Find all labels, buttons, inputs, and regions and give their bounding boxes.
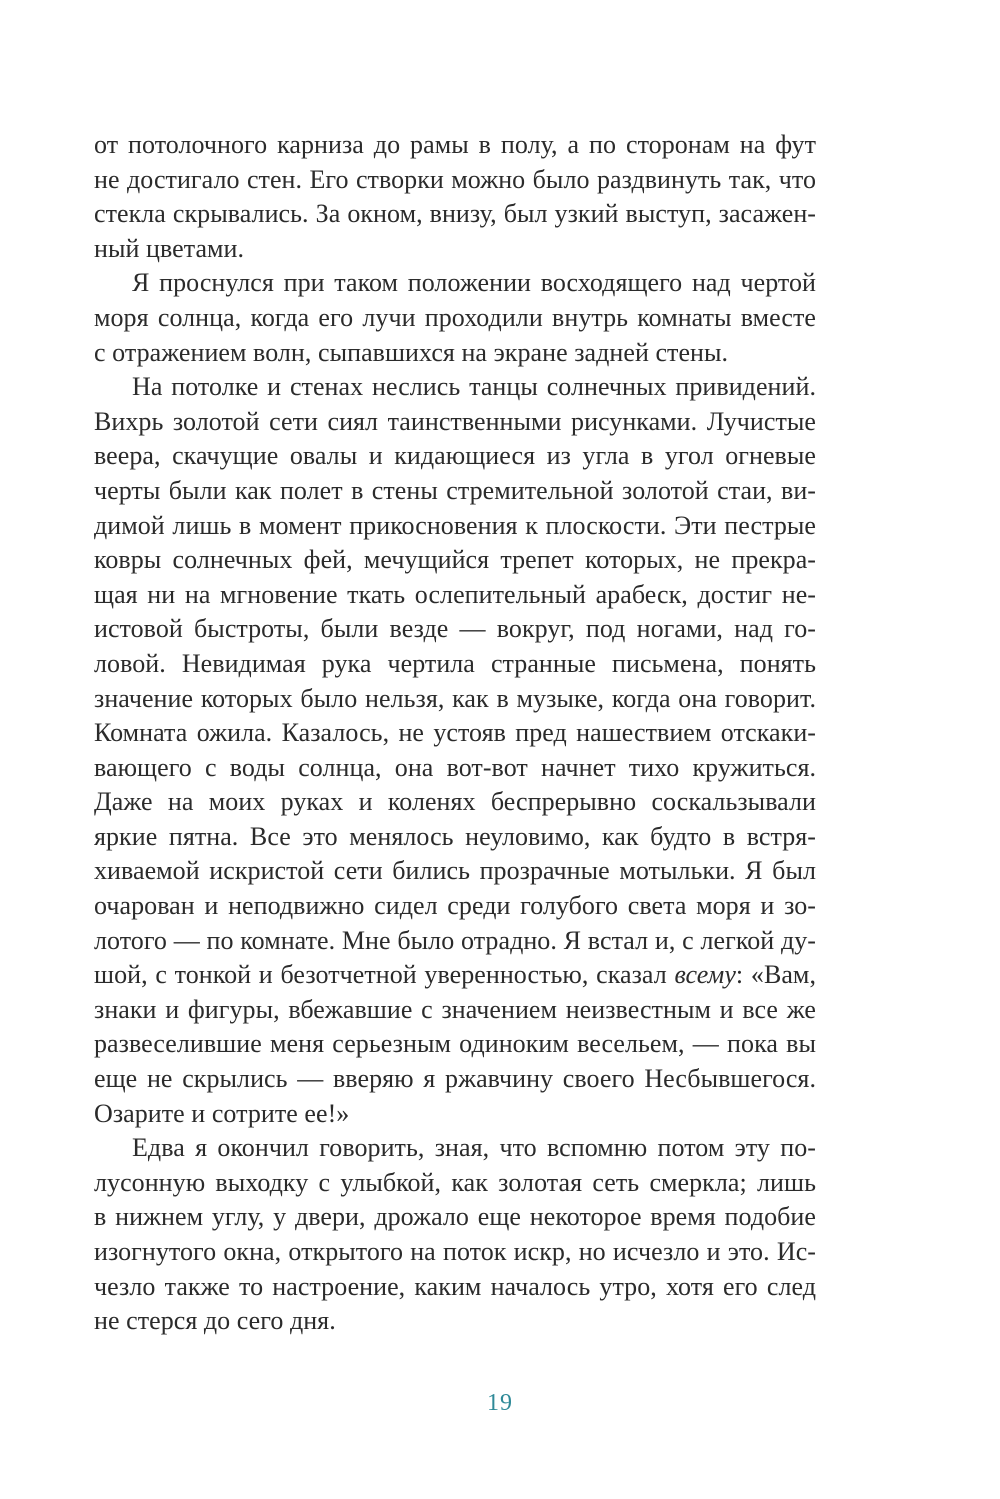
text-line: яркие пятна. Все это менялось неуловимо, как будто в встря- [94,821,816,851]
text-line: стекла скрывались. За окном, внизу, был узкий выступ, засажен- [94,199,816,229]
text-line: лотого — по комнате. Мне было отрадно. Я встал и, с легкой ду- [94,925,816,955]
paragraph [94,370,816,1131]
text-line-with-italic [94,958,816,993]
text-line: На потолке и стенах неслись танцы солнечных привидений. [132,372,816,402]
text-line: ковры солнечных фей, мечущийся трепет которых, не прекра- [94,545,816,575]
text-line: значение которых было нельзя, как в музыке, когда она говорит. [94,683,816,713]
text-line: с отражением волн, сыпавшихся на экране задней стены. [94,337,729,367]
text-fragment: шой, с тонкой и безотчетной уверенностью, сказал [94,960,675,990]
text-line: чезло также то настроение, каким началось утро, хотя его след [94,1271,816,1301]
text-line: Я проснулся при таком положении восходящего над чертой [132,268,816,298]
text-line: не стерся до сего дня. [94,1306,336,1336]
paragraph [94,128,816,266]
text-line: в нижнем углу, у двери, дрожало еще некоторое время подобие [94,1202,816,1232]
text-line: моря солнца, когда его лучи проходили внутрь комнаты вместе [94,302,816,332]
text-line: лусонную выходку с улыбкой, как золотая сеть смеркла; лишь [94,1167,816,1197]
text-line: знаки и фигуры, вбежавшие с значением неизвестным и все же [94,994,816,1024]
text-line: Даже на моих руках и коленях беспрерывно соскальзывали [94,787,816,817]
text-line: Едва я окончил говорить, зная, что вспомню потом эту по- [132,1133,816,1163]
text-line: щая ни на мгновение ткать ослепительный арабеск, достиг не- [94,579,816,609]
text-line: вающего с воды солнца, она вот-вот начнет тихо кружиться. [94,752,816,782]
text-line: еще не скрылись — вверяю я ржавчину своего Несбывшегося. [94,1064,816,1094]
text-line: Озарите и сотрите ее!» [94,1098,350,1128]
text-line: ный цветами. [94,233,245,263]
text-line: ловой. Невидимая рука чертила странные письмена, понять [94,648,816,678]
body-text [94,128,816,1339]
text-line: очарован и неподвижно сидел среди голубого света моря и зо- [94,891,816,921]
text-line: димой лишь в момент прикосновения к плоскости. Эти пестрые [94,510,816,540]
text-line: изогнутого окна, открытого на поток искр, но исчезло и это. Ис- [94,1237,816,1266]
text-line: развеселившие меня серьезным одиноким весельем, — пока вы [94,1029,816,1059]
text-fragment: : «Вам, [735,960,816,990]
text-line: черты были как полет в стены стремительной золотой стаи, ви- [94,475,816,505]
page-number: 19 [487,1390,513,1416]
italic-word: всему [674,960,736,990]
paragraph [94,1131,816,1339]
text-line: не достигало стен. Его створки можно было раздвинуть так, что [94,164,816,194]
text-line: хиваемой искристой сети бились прозрачные мотыльки. Я был [94,856,816,886]
text-line: Комната ожила. Казалось, не устояв пред нашествием отскаки- [94,718,816,748]
text-line: от потолочного карниза до рамы в полу, а по сторонам на фут [94,130,816,159]
paragraph [94,266,816,370]
text-line: Вихрь золотой сети сиял таинственными рисунками. Лучистые [94,406,816,436]
text-line: веера, скачущие овалы и кидающиеся из угла в угол огневые [94,441,816,471]
text-line: истовой быстроты, были везде — вокруг, под ногами, над го- [94,614,816,644]
